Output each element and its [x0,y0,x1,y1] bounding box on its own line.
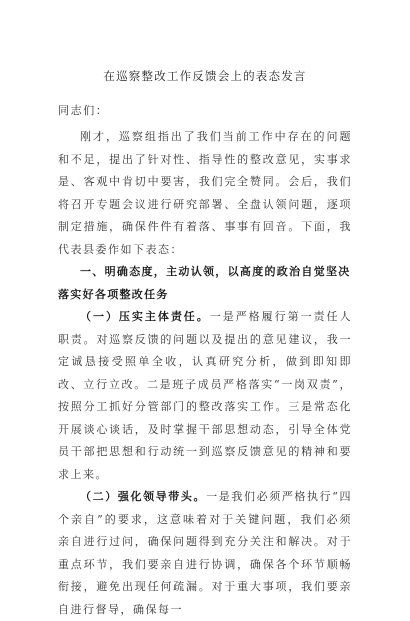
section-heading-1: 一、明确态度，主动认领，以高度的政治自觉坚决落实好各项整改任务 [58,265,351,301]
document-title: 在巡察整改工作反馈会上的表态发言 [103,69,307,83]
item-1-paragraph [58,306,352,486]
item-2-text: 一是我们必须严格执行“四个亲自”的要求，这意味着对于关键问题，我们必须亲自进行过问，确保问题得到充分关注和解决。对于重点环节，我们要亲自进行协调，确保各个环节顺畅衔接，避免出现任何疏漏。对于重大事项，我们要亲自进行督导，确保每一 [58,490,353,616]
intro-paragraph: 刚才，巡察组指出了我们当前工作中存在的问题和不足，提出了针对性、指导性的整改意见，实事求是、客观中肯切中要害，我们完全赞同。会后，我们将召开专题会议进行研究部署、全盘认领问题，逐项制定措施，确保件件有着落、事事有回音。下面，我代表县委作如下表态： [58,130,352,256]
item-1-text: 一是严格履行第一责任人职责。对巡察反馈的问题以及提出的意见建议，我一定诚恳接受照单全收，认真研究分析，做到即知即改、立行立改。二是班子成员严格落实“一岗双责”，按照分工抓好分管部门的整改落实工作。三是常态化开展谈心谈话，及时掌握干部思想动态，引导全体党员干部把思想和行动统一到巡察反馈意见的精神和要求上来。 [58,310,352,481]
item-2-title: （二）强化领导带头。 [80,490,207,503]
item-2-paragraph [58,486,352,621]
item-1-title: （一）压实主体责任。 [80,310,210,323]
greeting: 同志们： [58,104,109,117]
